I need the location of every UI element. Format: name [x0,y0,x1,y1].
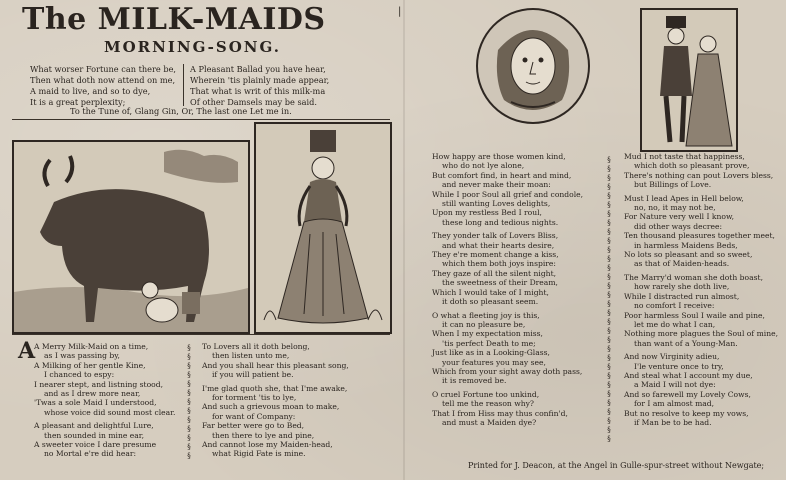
verse-line: A Milking of her gentle Kine, [34,360,146,370]
verse-line: for want of Company: [212,411,296,421]
verse-line: if you will patient be. [212,370,294,380]
verse-line: They gaze of all the silent night, [432,268,557,278]
verse-line: which doth so pleasant prove, [634,161,750,171]
tune-line: To the Tune of, Glang Gin, Or, The last one Let me in. [70,106,292,116]
verse-line: Just like as in a Looking-Glass, [432,348,550,358]
verse-line: but Billings of Love. [634,180,712,190]
verse-line: But no resolve to keep my vows, [624,408,749,418]
verse-line: While I poor Soul all grief and condole, [432,189,584,199]
intro-verse-left [30,64,176,108]
ornament-strip: § § § § § § § § § § § § § [187,344,191,460]
verse-line: While I distracted run almost, [624,291,740,301]
verse-line: A sweeter voice I dare presume [34,440,157,450]
intro-divider [183,64,184,106]
verse-line: than want of a Young-Man. [634,338,738,348]
verse-line: your features you may see, [442,357,546,367]
verse-line: for torment 'tis to lye, [212,393,297,403]
verse-line: But comfort find, in heart and mind, [432,170,572,180]
verse-line: the sweetness of their Dream, [442,278,558,288]
verse-line: 'Twas a sole Maid I understood, [34,398,157,408]
woodcut-cow [12,140,250,334]
stanza [432,231,583,306]
verse-line: in harmless Maidens Beds, [634,240,738,250]
centre-mark: | [398,6,402,17]
verse-line: And cannot lose my Maiden-head, [202,440,333,450]
verse-line: I chanced to espy: [44,370,115,380]
verse-line: O what a fleeting joy is this, [432,310,540,320]
milkmaid-illustration [256,124,390,332]
woodcut-couple [640,8,738,152]
stanza [34,421,175,459]
verse-line: how rarely she doth live, [634,282,730,292]
verse-column-1 [34,342,175,463]
verse-line: who do not lye alone, [442,161,525,171]
verse-line: tell me the reason why? [442,399,534,409]
verse-line: Nothing more plagues the Soul of mine, [624,329,779,339]
intro-line: It is a great perplexity; [30,97,126,107]
ballad-subtitle: MORNING-SONG. [104,38,281,56]
verse-line: Poor harmless Soul I waile and pine, [624,310,765,320]
verse-line: Mud I not taste that happiness, [624,152,745,161]
verse-line: then there to lye and pine, [212,430,315,440]
verse-line: as that of Maiden-heads. [634,259,730,269]
verse-line: and what their hearts desire, [442,240,555,250]
verse-line: if Man be to be had. [634,417,712,427]
verse-column-4 [624,152,778,431]
verse-line: They e're moment change a kiss, [432,250,559,260]
header-rule [12,119,390,120]
cow-illustration [14,142,248,332]
intro-line: Wherein 'tis plainly made appear, [190,75,330,85]
ornament-strip: § § § § § § § § § § § § § § § § § § § § § § § § § § § § § § § § [607,156,611,443]
verse-line: And now Virginity adieu, [624,352,720,362]
verse-line: I'le venture once to try, [634,361,724,371]
verse-line: Must I lead Apes in Hell below, [624,193,744,203]
intro-line: Of other Damsels may be said. [190,97,317,107]
portrait-illustration [478,10,588,122]
verse-line: For Nature very well I know, [624,212,734,222]
verse-line: still wanting Loves delights, [442,199,551,209]
printer-imprint: Printed for J. Deacon, at the Angel in Gulle-spur-street without Newgate; [468,461,765,470]
verse-line: and never make their moan: [442,180,551,190]
verse-line: which them both joys inspire: [442,259,556,269]
verse-column-2 [202,342,349,463]
woodcut-portrait [476,8,590,124]
verse-line: it can no pleasure be, [442,319,526,329]
stanza [624,152,778,190]
verse-line: And so farewell my Lovely Cows, [624,389,751,399]
verse-line: How happy are those women kind, [432,152,566,161]
stanza [432,311,583,386]
verse-line: Far better were go to Bed, [202,421,305,431]
verse-line: no comfort I receive: [634,301,715,311]
verse-line: and as I drew more near, [44,389,141,399]
verse-line: no, no, it may not be, [634,203,716,213]
stanza [624,352,778,427]
verse-line: for I am almost mad, [634,399,715,409]
verse-line: as I was passing by, [44,351,120,361]
verse-line: it doth so pleasant seem. [442,297,539,307]
stanza [202,342,349,380]
verse-line: The Marry'd woman she doth boast, [624,272,763,282]
verse-line: let me do what I can, [634,319,716,329]
verse-line: That I from Hiss may thus confin'd, [432,408,568,418]
stanza [624,194,778,269]
verse-line: They yonder talk of Lovers Bliss, [432,231,559,241]
verse-line: and must a Maiden dye? [442,417,537,427]
verse-line: I nearer stept, and listning stood, [34,379,164,389]
verse-line: I'me glad quoth she, that I'me awake, [202,383,348,393]
image-rule [12,334,390,335]
couple-illustration [642,10,736,150]
verse-line: a Maid I will not dye: [634,380,716,390]
intro-line: A Pleasant Ballad you have hear, [190,64,326,74]
verse-line: And steal what I account my due, [624,370,753,380]
stanza [432,152,583,227]
verse-column-3 [432,152,583,431]
verse-line: A pleasant and delightful Lure, [34,421,154,431]
page-fold [403,0,405,480]
stanza [202,384,349,459]
woodcut-milkmaid [254,122,392,334]
verse-line: No lots so pleasant and so sweet, [624,250,753,260]
verse-line: When I my expectation miss, [432,329,543,339]
verse-line: then sounded in mine ear, [44,430,145,440]
verse-line: what Rigid Fate is mine. [212,449,306,459]
verse-line: And such a grievous moan to make, [202,402,340,412]
verse-line: Upon my restless Bed I roul, [432,208,542,218]
verse-line: these long and tedious nights. [442,217,559,227]
verse-line: did other ways decree: [634,221,723,231]
stanza [432,390,583,428]
verse-line: Ten thousand pleasures together meet, [624,231,775,241]
stanza [34,342,175,417]
verse-line: And you shall hear this pleasant song, [202,360,349,370]
intro-line: Then what doth now attend on me, [30,75,176,85]
ballad-title: The MILK-MAIDS [22,2,326,37]
intro-verse-right [190,64,329,108]
drop-capital: A [18,338,36,364]
intro-line: That what is writ of this milk-ma [190,86,326,96]
verse-line: it is removed be. [442,376,507,386]
verse-line: no Mortal e're did hear: [44,449,137,459]
verse-line: There's nothing can pout Lovers bless, [624,170,774,180]
verse-line: whose voice did sound most clear. [44,407,176,417]
verse-line: A Merry Milk-Maid on a time, [34,342,149,351]
intro-line: A maid to live, and so to dye, [30,86,151,96]
verse-line: To Lovers all it doth belong, [202,342,310,351]
verse-line: then listen unto me, [212,351,290,361]
verse-line: Which from your sight away doth pass, [432,366,583,376]
verse-line: 'tis perfect Death to me; [442,338,536,348]
verse-line: O cruel Fortune too unkind, [432,389,540,399]
verse-line: Which I would take of I might, [432,287,549,297]
stanza [624,273,778,348]
intro-line: What worser Fortune can there be, [30,64,177,74]
